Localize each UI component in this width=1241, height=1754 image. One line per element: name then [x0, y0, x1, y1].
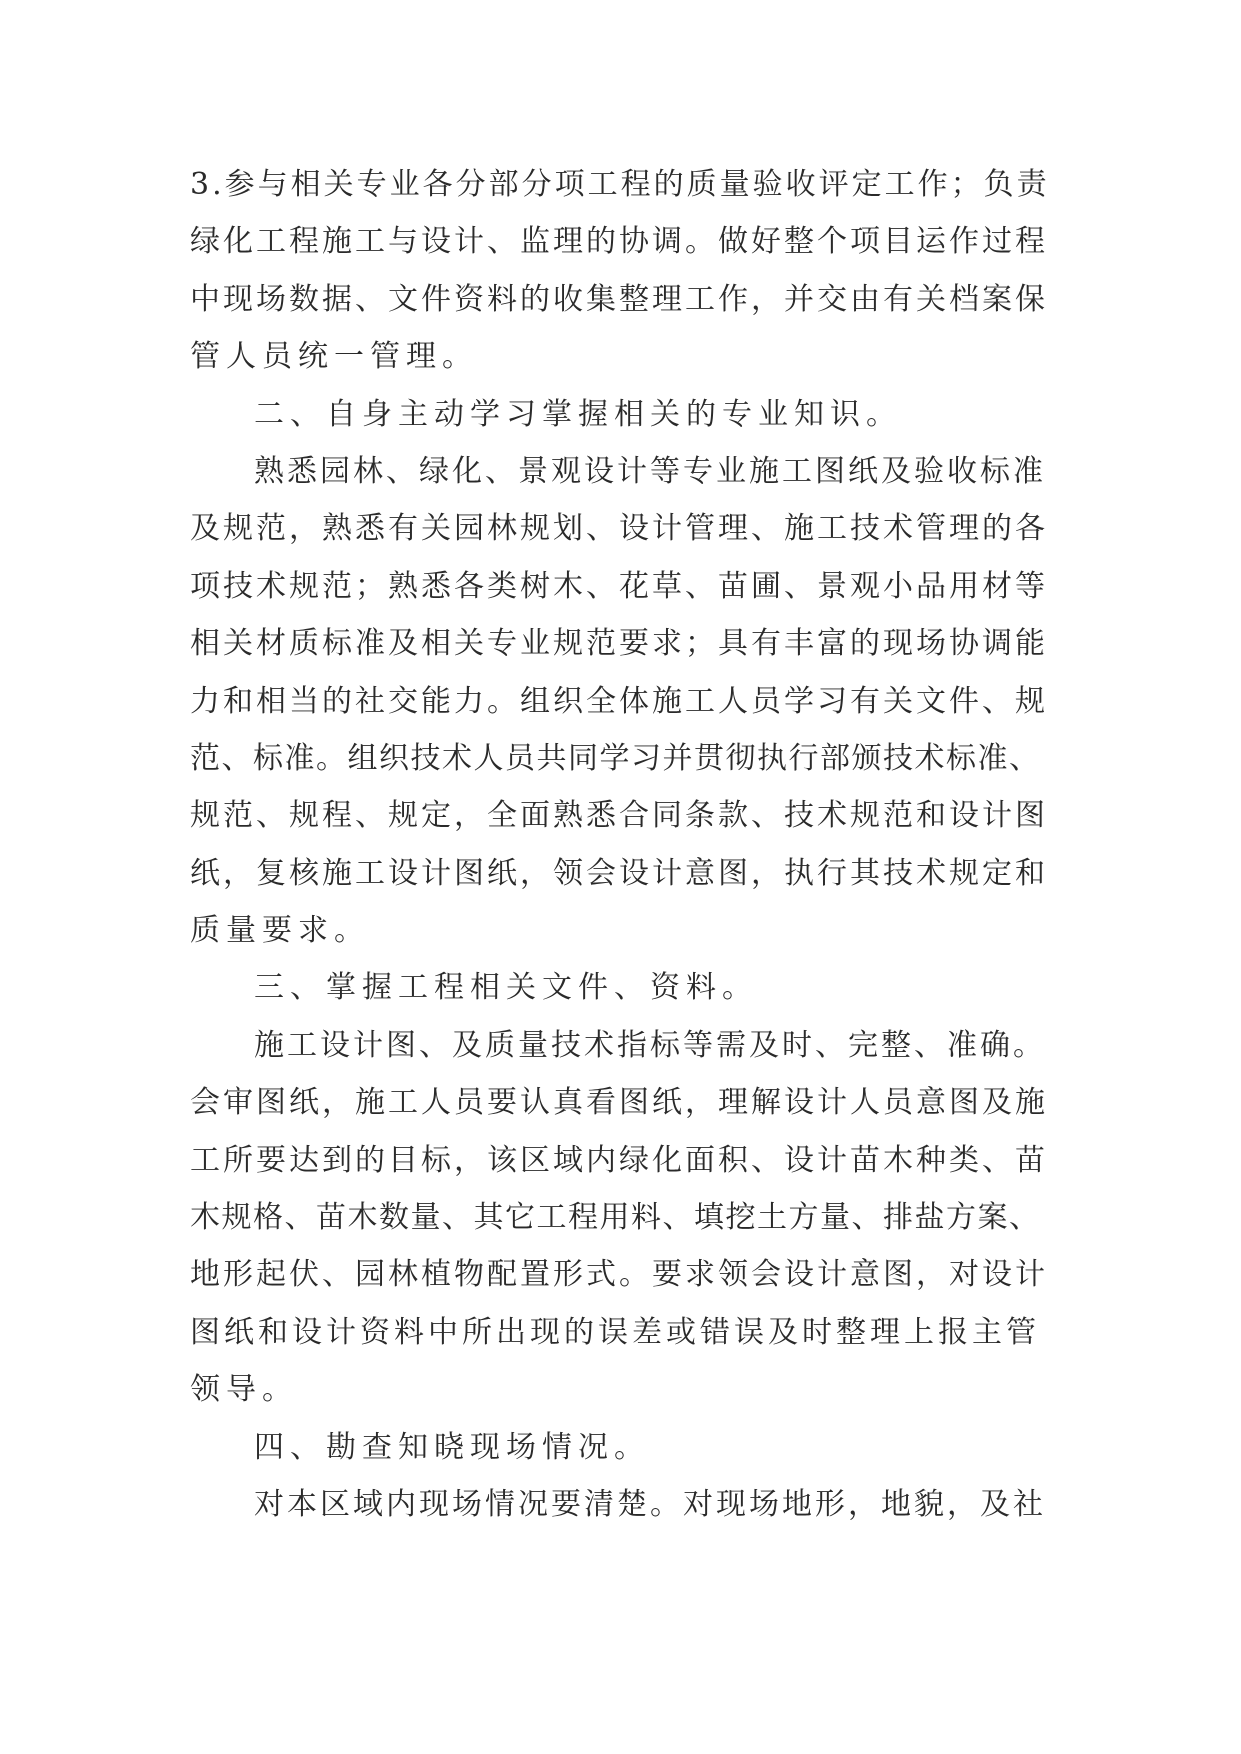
- text-line: 木规格、苗木数量、其它工程用料、填挖土方量、排盐方案、: [190, 1200, 1041, 1236]
- text-line: 范、标准。组织技术人员共同学习并贯彻执行部颁技术标准、: [190, 740, 1041, 776]
- text-line: 纸，复核施工设计图纸，领会设计意图，执行其技术规定和: [190, 855, 1048, 891]
- text-line: 相关材质标准及相关专业规范要求；具有丰富的现场协调能: [190, 626, 1048, 662]
- text-line: 熟悉园林、绿化、景观设计等专业施工图纸及验收标准: [254, 453, 1046, 489]
- text-line: 地形起伏、园林植物配置形式。要求领会设计意图，对设计: [190, 1257, 1048, 1293]
- text-line: 会审图纸，施工人员要认真看图纸，理解设计人员意图及施: [190, 1085, 1048, 1121]
- text-line: 规范、规程、规定，全面熟悉合同条款、技术规范和设计图: [190, 798, 1048, 834]
- section-heading-4: 四、勘查知晓现场情况。: [254, 1429, 650, 1465]
- text-line: 绿化工程施工与设计、监理的协调。做好整个项目运作过程: [190, 224, 1048, 260]
- text-line: 管人员统一管理。: [190, 339, 478, 375]
- text-line: 及规范，熟悉有关园林规划、设计管理、施工技术管理的各: [190, 511, 1048, 547]
- text-line: 对本区域内现场情况要清楚。对现场地形，地貌，及社: [254, 1486, 1046, 1522]
- text-line: 力和相当的社交能力。组织全体施工人员学习有关文件、规: [190, 683, 1048, 719]
- text-line: 图纸和设计资料中所出现的误差或错误及时整理上报主管: [190, 1314, 1040, 1350]
- document-body: [190, 156, 1052, 1533]
- text-line: 工所要达到的目标，该区域内绿化面积、设计苗木种类、苗: [190, 1142, 1048, 1178]
- text-line: 领导。: [190, 1372, 298, 1408]
- text-line: 项技术规范；熟悉各类树木、花草、苗圃、景观小品用材等: [190, 568, 1048, 604]
- text-line: 中现场数据、文件资料的收集整理工作，并交由有关档案保: [190, 281, 1048, 317]
- section-heading-2: 二、自身主动学习掌握相关的专业知识。: [254, 396, 902, 432]
- text-line: 施工设计图、及质量技术指标等需及时、完整、准确。: [254, 1027, 1046, 1063]
- text-line: 质量要求。: [190, 913, 370, 949]
- section-heading-3: 三、掌握工程相关文件、资料。: [254, 970, 758, 1006]
- text-line: 3.参与相关专业各分部分项工程的质量验收评定工作；负责: [190, 167, 1050, 202]
